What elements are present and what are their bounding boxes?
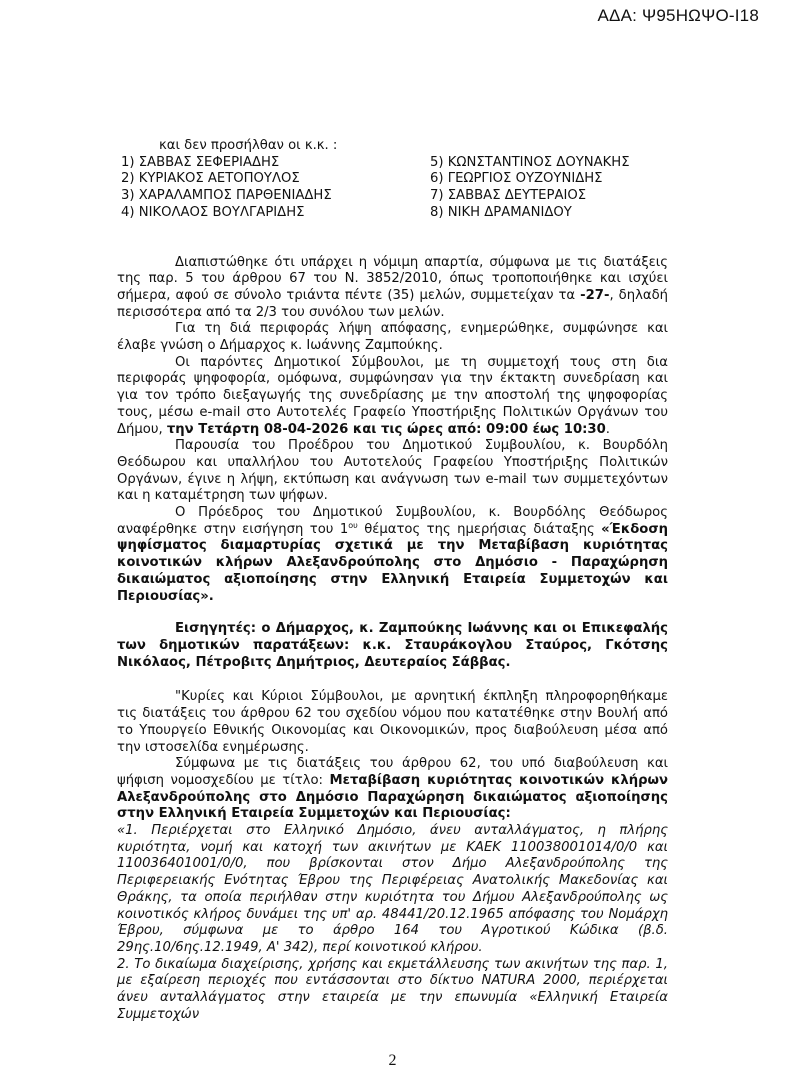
document-page [117, 138, 668, 1023]
rapporteurs-paragraph: Εισηγητές: ο Δήμαρχος, κ. Ζαμπούκης Ιωάννης και οι Επικεφαλής των δημοτικών παρατάξεων: κ.κ. Σταυράκογλου Σταύρος, Γκότσης Νικόλαος, Πέτροβιτς Δημήτριος, Δευτεραίος Σάββας. [117, 621, 668, 670]
absent-members-list [117, 155, 668, 222]
presence-paragraph: Παρουσία του Προέδρου του Δημοτικού Συμβουλίου, κ. Βουρδόλη Θεόδωρου και υπαλλήλου του Αυτοτελούς Γραφείου Υποστήριξης Πολιτικών Οργάνων, έγινε η λήψη, εκτύπωση και ανάγνωση των e-mail των συμμετεχόντων και η καταμέτρηση των ψήφων. [117, 438, 668, 504]
bill-title: Μεταβίβαση κυριότητας κοινοτικών κλήρων Αλεξανδρούπολης στο Δημόσιο Παραχώρηση δικαιώματος αξιοποίησης στην Ελληνική Εταιρεία Συμμετοχών και Περιουσίας: [117, 772, 668, 822]
agenda-topic: «Έκδοση ψηφίσματος διαμαρτυρίας σχετικά με την Μεταβίβαση κυριότητας κοινοτικών κλήρων Αλεξανδρούπολης στο Δημόσιο - Παραχώρηση δικαιώματος αξιοποίησης στην Ελληνική Εταιρεία Συμμετοχών και Περιουσίας». [117, 521, 668, 604]
article-paragraph: Σύμφωνα με τις διατάξεις του άρθρου 62, του υπό διαβούλευση και ψήφιση νομοσχεδίου με τίτλο: Μεταβίβαση κυριότητας κοινοτικών κλήρων Αλεξανδρούπολης στο Δημόσιο Παραχώρηση δικαιώματος αξιοποίησης στην Ελληνική Εταιρεία Συμμετοχών και Περιουσίας: [117, 756, 668, 822]
absent-member: 7) ΣΑΒΒΑΣ ΔΕΥΤΕΡΑΙΟΣ [430, 188, 587, 204]
page-number: 2 [388, 1052, 397, 1069]
absent-member: 5) ΚΩΝΣΤΑΝΤΙΝΟΣ ΔΟΥΝΑΚΗΣ [430, 154, 630, 170]
councillors-paragraph: Οι παρόντες Δημοτικοί Σύμβουλοι, με τη συμμετοχή τους στη δια περιφοράς ψηφοφορία, ομόφωνα, συμφώνησαν για την έκτακτη συνεδρίαση και για τον τρόπο διεξαγωγής της συνεδρίασης με την αποστολή της ψηφοφορίας τους, μέσω e-mail στο Αυτοτελές Γραφείο Υποστήριξης Πολιτικών Οργάνων του Δήμου, την Τετάρτη 08-04-2026 και τις ώρες από: 09:00 έως 10:30. [117, 354, 668, 437]
quorum-count: -27- [580, 287, 610, 303]
meeting-date: την Τετάρτη 08-04-2026 και τις ώρες από: 09:00 έως 10:30 [166, 421, 606, 437]
ada-code: ΑΔΑ: Ψ95ΗΩΨΟ-Ι18 [597, 6, 759, 25]
absent-member: 4) ΝΙΚΟΛΑΟΣ ΒΟΥΛΓΑΡΙΔΗΣ [121, 204, 305, 220]
clause-1: «1. Περιέρχεται στο Ελληνικό Δημόσιο, άνευ ανταλλάγματος, η πλήρης κυριότητα, νομή και κατοχή των ακινήτων με ΚΑΕΚ 110038001014/0/0 και 110036401001/0/0, που βρίσκονται στον Δήμο Αλεξανδρούπολης της Περιφερειακής Ενότητας Έβρου της Περιφέρειας Ανατολικής Μακεδονίας και Θράκης, τα οποία περιήλθαν στην κυριότητα του Δήμου Αλεξανδρούπολης ως κοινοτικός κλήρος δυνάμει της υπ' αρ. 48441/20.12.1965 απόφασης του Νομάρχη Έβρου, σύμφωνα με το άρθρο 164 του Αγροτικού Κώδικα (β.δ. 29ης.10/6ης.12.1949, Α' 342), περί κοινοτικού κλήρου. [117, 823, 668, 955]
absent-intro: και δεν προσήλθαν οι κ.κ. : [159, 138, 338, 153]
quorum-paragraph: Διαπιστώθηκε ότι υπάρχει η νόμιμη απαρτία, σύμφωνα με τις διατάξεις της παρ. 5 του άρθρου 67 του Ν. 3852/2010, όπως τροποποιήθηκε και ισχύει σήμερα, αφού σε σύνολο τριάντα πέντε (35) μελών, συμμετείχαν τα -27-, δηλαδή περισσότερα από τα 2/3 του συνόλου των μελών. [117, 254, 669, 320]
absent-member: 6) ΓΕΩΡΓΙΟΣ ΟΥΖΟΥΝΙΔΗΣ [430, 171, 603, 187]
mayor-informed-paragraph: Για τη διά περιφοράς λήψη απόφασης, ενημερώθηκε, συμφώνησε και έλαβε γνώση ο Δήμαρχος κ. Ιωάννης Ζαμπούκης. [117, 321, 668, 354]
absent-member: 2) ΚΥΡΙΑΚΟΣ ΑΕΤΟΠΟΥΛΟΣ [121, 171, 300, 187]
clause-2: 2. Το δικαίωμα διαχείρισης, χρήσης και εκμετάλλευσης των ακινήτων της παρ. 1, με εξαίρεση περιοχές που εντάσσονται στο δίκτυο NATURA 2000, περιέρχεται άνευ ανταλλάγματος στην εταιρεία με την επωνυμία «Ελληνική Εταιρεία Συμμετοχών [117, 956, 668, 1022]
absent-member: 1) ΣΑΒΒΑΣ ΣΕΦΕΡΙΑΔΗΣ [121, 154, 280, 170]
speech-paragraph: "Κυρίες και Κύριοι Σύμβουλοι, με αρνητική έκπληξη πληροφορηθήκαμε τις διατάξεις του άρθρου 62 του σχεδίου νόμου που κατατέθηκε στην Βουλή από το Υπουργείο Εθνικής Οικονομίας και Οικονομικών, προς διαβούλευση μέσα από την ιστοσελίδα ενημέρωσης. [117, 689, 668, 755]
absent-member: 8) ΝΙΚΗ ΔΡΑΜΑΝΙΔΟΥ [430, 204, 572, 220]
absent-member: 3) ΧΑΡΑΛΑΜΠΟΣ ΠΑΡΘΕΝΙΑΔΗΣ [121, 188, 332, 204]
president-paragraph: Ο Πρόεδρος του Δημοτικού Συμβουλίου, κ. Βουρδόλης Θεόδωρος αναφέρθηκε στην εισήγηση του $1^{o\upsilon}$ θέματος της ημερήσιας διάταξης «Έκδοση ψηφίσματος διαμαρτυρίας σχετικά με την Μεταβίβαση κυριότητας κοινοτικών κλήρων Αλεξανδρούπολης στο Δημόσιο - Παραχώρηση δικαιώματος αξιοποίησης στην Ελληνική Εταιρεία Συμμετοχών και Περιουσίας». [117, 505, 668, 604]
